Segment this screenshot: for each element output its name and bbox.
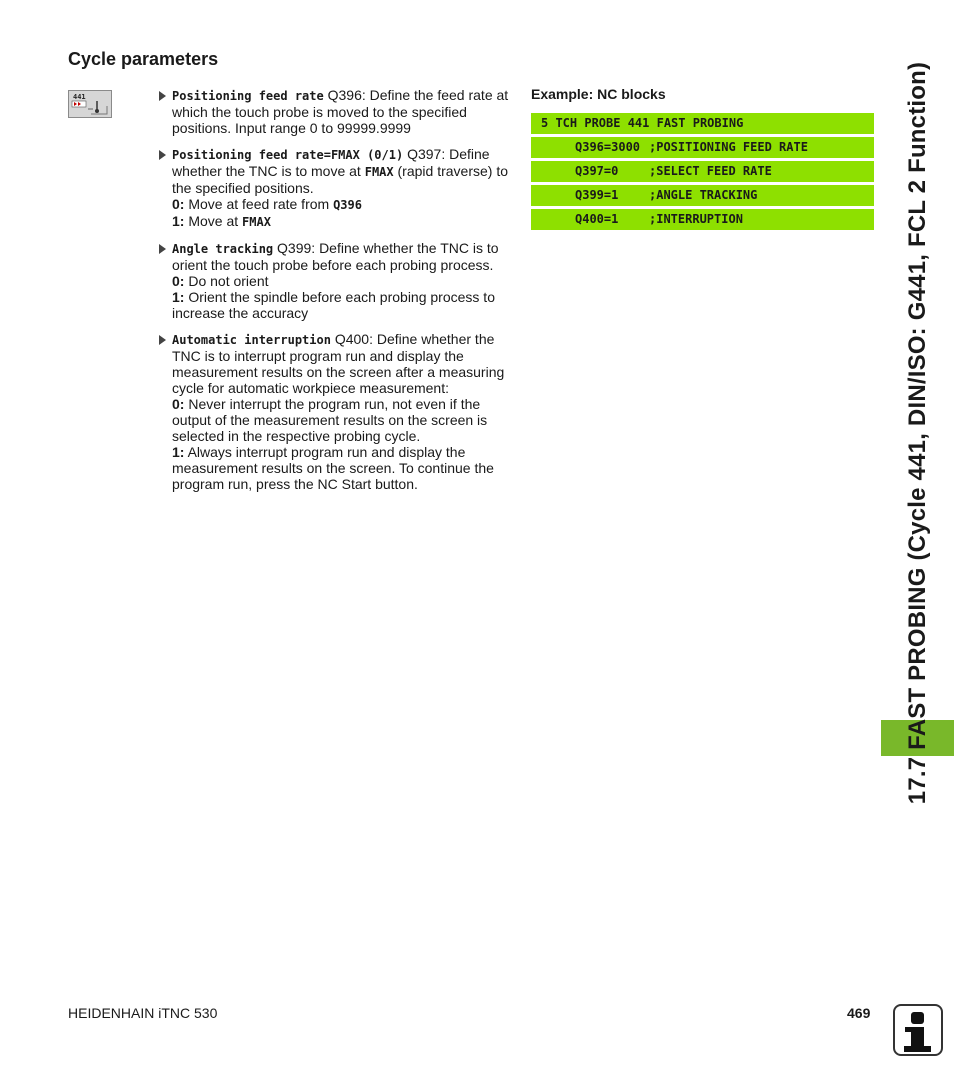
nc-comment: ;SELECT FEED RATE xyxy=(649,164,772,178)
page-number: 469 xyxy=(847,1005,871,1021)
option-key: 1: xyxy=(172,289,185,305)
param-name: Positioning feed rate=FMAX (0/1) xyxy=(172,148,404,162)
option-text: Always interrupt program run and display the measurement results on the screen. To continue the program run, press the NC Start button. xyxy=(172,444,494,492)
param-name: Automatic interruption xyxy=(172,333,331,347)
param-q397 xyxy=(159,146,511,230)
option-key: 1: xyxy=(172,444,185,460)
fast-probing-cycle-icon xyxy=(68,90,112,118)
param-q400 xyxy=(159,331,511,492)
section-title: Cycle parameters xyxy=(68,49,219,69)
option-key: 0: xyxy=(172,273,185,289)
nc-comment: ;POSITIONING FEED RATE xyxy=(649,140,808,154)
nc-line: 5 TCH PROBE 441 FAST PROBING xyxy=(531,113,874,134)
param-name: Angle tracking xyxy=(172,242,274,256)
param-description: Q400: Define whether the TNC is to interrupt program run and display the measurement results on the screen after a measuring cycle for automatic workpiece measurement: xyxy=(172,331,505,396)
nc-line xyxy=(531,209,874,230)
nc-param: Q396=3000 xyxy=(575,140,641,154)
bullet-triangle-icon xyxy=(159,91,166,101)
param-q396 xyxy=(159,87,511,136)
nc-comment: ;ANGLE TRACKING xyxy=(649,188,758,202)
nc-param: Q397=0 xyxy=(575,164,619,178)
chapter-title xyxy=(888,61,948,806)
chapter-title-text: 17.7 FAST PROBING (Cycle 441, DIN/ISO: G441, FCL 2 Function) xyxy=(904,61,931,805)
cycle-number: 441 xyxy=(73,93,86,101)
option-key: 0: xyxy=(172,396,185,412)
option-text: Never interrupt the program run, not even if the output of the measurement results on the screen is selected in the respective probing cycle. xyxy=(172,396,488,444)
info-icon xyxy=(893,1004,943,1056)
param-name: Positioning feed rate xyxy=(172,89,324,103)
option-key: 0: xyxy=(172,196,185,212)
nc-comment: ;INTERRUPTION xyxy=(649,212,743,226)
nc-line xyxy=(531,137,874,158)
option-text: Move at feed rate from xyxy=(184,196,334,212)
nc-param: Q399=1 xyxy=(575,188,619,202)
bullet-triangle-icon xyxy=(159,335,166,345)
option-text: Orient the spindle before each probing process to increase the accuracy xyxy=(172,289,495,321)
nc-line xyxy=(531,185,874,206)
option-text: Do not orient xyxy=(184,273,269,289)
option-code: Q396 xyxy=(333,198,362,212)
bullet-triangle-icon xyxy=(159,244,166,254)
option-key: 1: xyxy=(172,213,185,229)
option-text: Move at xyxy=(184,213,243,229)
option-code: FMAX xyxy=(242,215,271,229)
nc-blocks xyxy=(531,113,874,233)
example-title: Example: NC blocks xyxy=(531,86,666,102)
param-description: (rapid traverse) to the specified positions. xyxy=(172,163,508,196)
param-description: Q396: Define the feed rate at which the touch probe is moved to the specified positions. Input range 0 to 99999.9999 xyxy=(172,87,509,136)
nc-param: Q400=1 xyxy=(575,212,619,226)
nc-line xyxy=(531,161,874,182)
parameter-list xyxy=(159,87,511,502)
footer-product: HEIDENHAIN iTNC 530 xyxy=(68,1005,218,1021)
probe-arrows-icon xyxy=(71,100,109,116)
param-code: FMAX xyxy=(364,165,394,179)
param-description: Q399: Define whether the TNC is to orient the touch probe before each probing process. xyxy=(172,240,499,273)
param-description: Q397: Define whether the TNC is to move at xyxy=(172,146,490,179)
bullet-triangle-icon xyxy=(159,150,166,160)
param-q399 xyxy=(159,240,511,321)
